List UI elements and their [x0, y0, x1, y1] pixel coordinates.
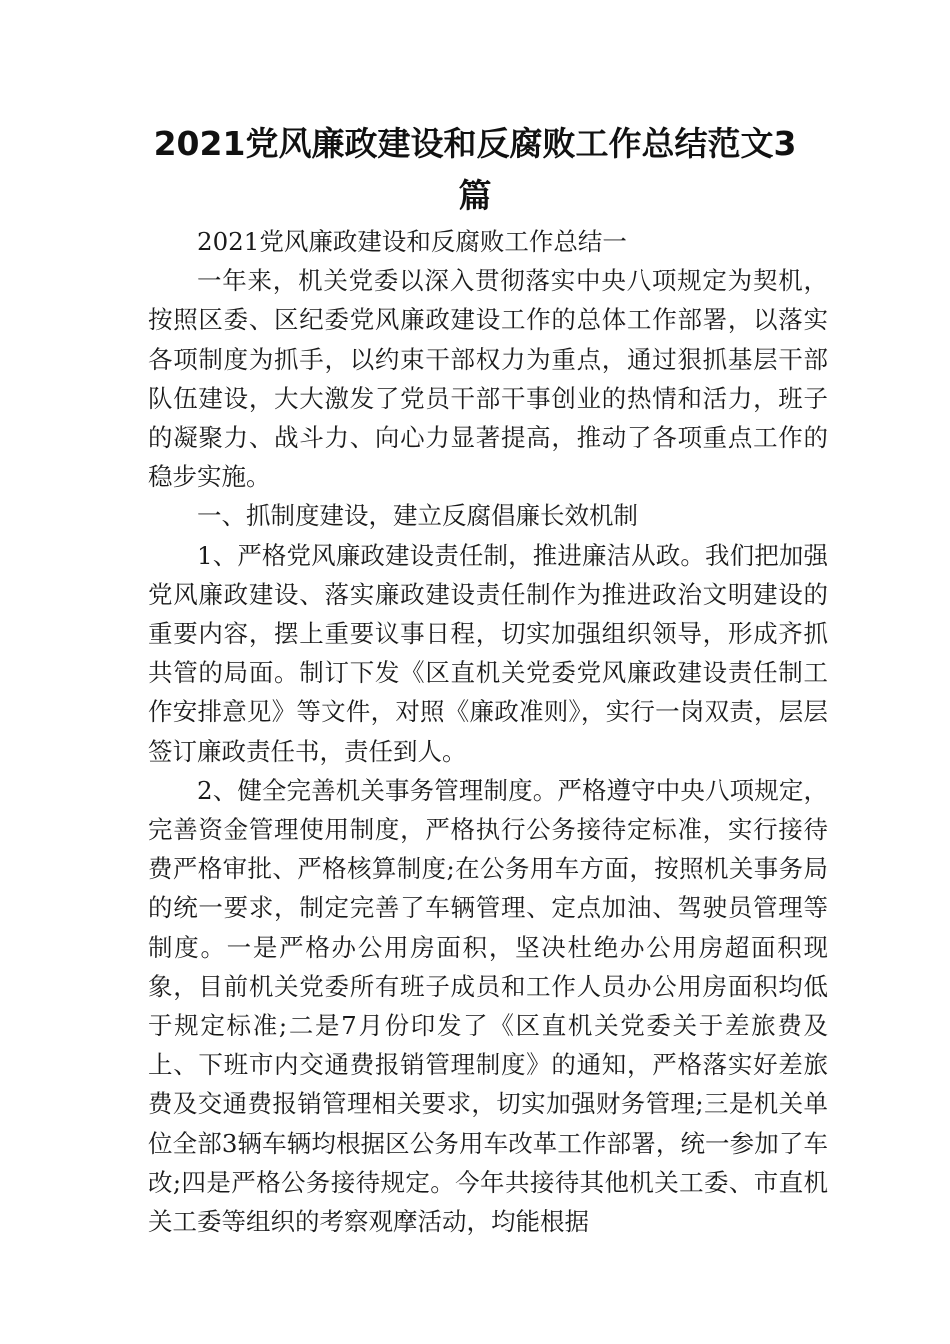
paragraph: 2、健全完善机关事务管理制度。严格遵守中央八项规定，完善资金管理使用制度，严格执行公务接待定标准，实行接待费严格审批、严格核算制度;在公务用车方面，按照机关事务局的统一要求，制定完善了车辆管理、定点加油、驾驶员管理等制度。一是严格办公用房面积，坚决杜绝办公用房超面积现象，目前机关党委所有班子成员和工作人员办公用房面积均低于规定标准;二是7月份印发了《区直机关党委关于差旅费及上、下班市内交通费报销管理制度》的通知，严格落实好差旅费及交通费报销管理相关要求，切实加强财务管理;三是机关单位全部3辆车辆均根据区公务用车改革工作部署，统一参加了车改;四是严格公务接待规定。今年共接待其他机关工委、市直机关工委等组织的考察观摩活动，均能根据 — [148, 775, 828, 1237]
section-heading: 2021党风廉政建设和反腐败工作总结一 — [197, 227, 627, 256]
document-body — [148, 222, 828, 1241]
paragraph: 一年来，机关党委以深入贯彻落实中央八项规定为契机，按照区委、区纪委党风廉政建设工作的总体工作部署，以落实各项制度为抓手，以约束干部权力为重点，通过狠抓基层干部队伍建设，大大激发了党员干部干事创业的热情和活力，班子的凝聚力、战斗力、向心力显著提高，推动了各项重点工作的稳步实施。 — [148, 266, 828, 492]
document-title: 2021党风廉政建设和反腐败工作总结范文3篇 — [153, 124, 797, 215]
paragraph: 1、严格党风廉政建设责任制，推进廉洁从政。我们把加强党风廉政建设、落实廉政建设责任制作为推进政治文明建设的重要内容，摆上重要议事日程，切实加强组织领导，形成齐抓共管的局面。制订下发《区直机关党委党风廉政建设责任制工作安排意见》等文件，对照《廉政准则》，实行一岗双责，层层签订廉政责任书，责任到人。 — [148, 540, 828, 766]
subsection-heading: 一、抓制度建设，建立反腐倡廉长效机制 — [197, 501, 638, 531]
